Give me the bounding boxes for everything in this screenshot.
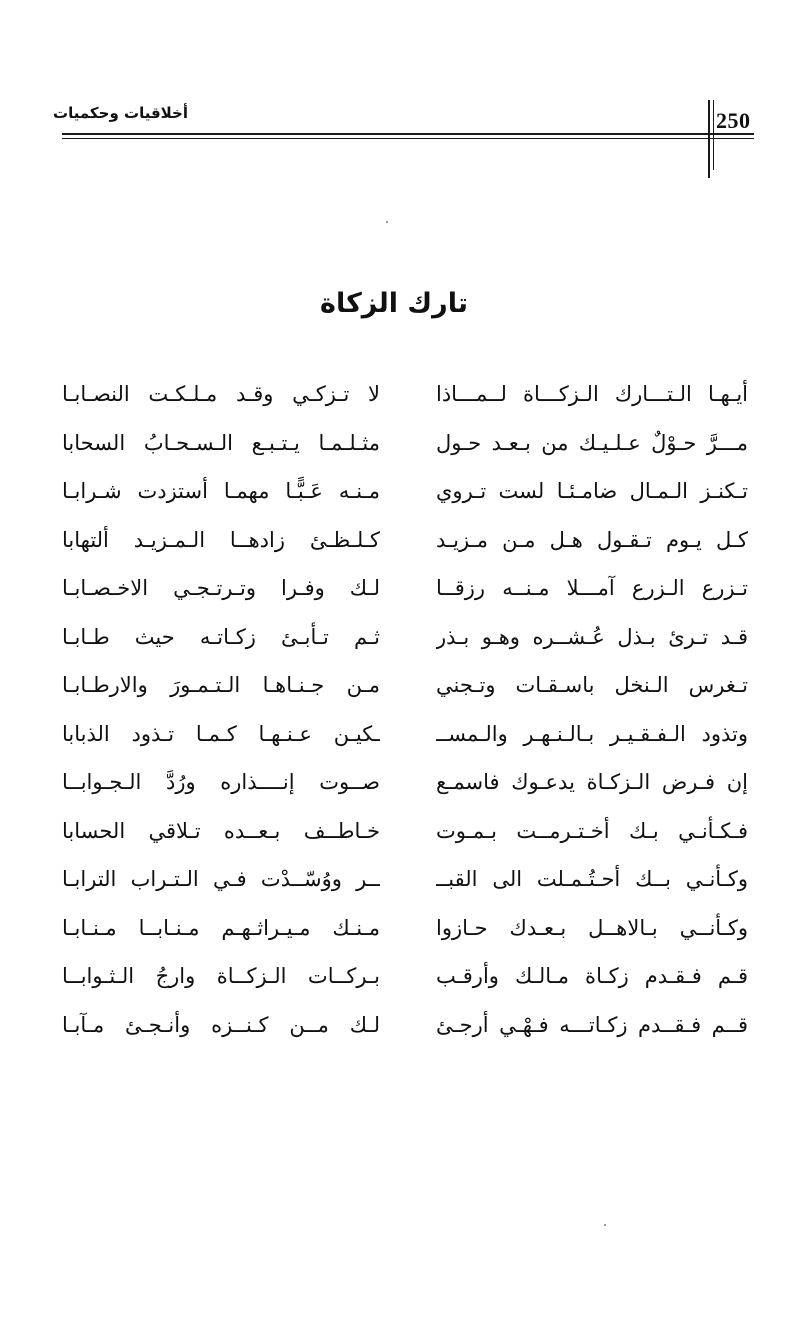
verse-second-hemistich: مـن جـنـاهـا الـتـمـورَ والارطـابـا (62, 673, 380, 697)
verse-first-hemistich: تـزرع الـزرع آمـــلا مـنــه رزقــا (436, 576, 748, 600)
verse-row (0, 665, 788, 714)
verse-first-hemistich: وتذود الـفـقـيـر بـالـنـهـر والـمســ (436, 721, 748, 746)
verse-row (0, 520, 788, 569)
verse-row (0, 1005, 788, 1054)
verse-second-hemistich: خـاطــف بـعــده تـلاقي الحسابا (62, 818, 380, 843)
verse-row (0, 908, 788, 957)
verse-first-hemistich: إن فـرض الـزكـاة يدعـوك فاسمـع (436, 770, 748, 794)
verse-first-hemistich: تـكنـز الـمـال ضامـئـا لست تـروي (436, 479, 748, 503)
verse-second-hemistich: مـنـه عَـبًّـا مهمـا أستزدت شـرابـا (62, 479, 380, 503)
verse-second-hemistich: بـركــات الـزكــاة وارجُ الـثـوابــا (62, 964, 380, 988)
verse-row (0, 471, 788, 520)
verse-first-hemistich: تـغرس الـنخل باسـقـات وتـجني (436, 673, 748, 697)
header-vertical-bar (708, 100, 710, 178)
page-number: 250 (716, 108, 751, 133)
header-rule (62, 133, 754, 135)
header-vertical-bar-thin (713, 100, 714, 170)
verse-first-hemistich: أيـهـا الـتـــارك الـزكـــاة لــمـــاذا (436, 382, 748, 406)
poem-title: تارك الزكاة (320, 288, 468, 319)
poem-verses (0, 374, 788, 1053)
verse-second-hemistich: كـلـظـئ زادهــا الـمـزيـد ألتهابا (62, 527, 380, 552)
verse-first-hemistich: كـل يـوم تـقـول هـل مـن مـزيـد (436, 527, 748, 552)
verse-second-hemistich: ثـم تـأبـئ زكـاتـه حيث طـابـا (62, 624, 380, 649)
verse-first-hemistich: قـد تـرئ بـذل عُـشــره وهـو بـذر (436, 624, 748, 649)
verse-first-hemistich: قــم فـقــدم زكـاتـــه فـهْـي أرجـئ (436, 1012, 748, 1037)
verse-second-hemistich: مـنـك مـيـراثـهـم مـنـابــا مـنـابـا (62, 915, 380, 940)
verse-second-hemistich: لـك وفـرا وتـرتـجـي الاخـصـابـا (62, 576, 380, 600)
verse-row (0, 762, 788, 811)
verse-row (0, 859, 788, 908)
verse-second-hemistich: ـكيـن عـنـهـا كـمـا تـذود الذبابا (62, 721, 380, 746)
verse-second-hemistich: مثـلـمـا يـتـبـع الـسـحـابُ السحابا (62, 430, 380, 455)
verse-first-hemistich: وكـأنــي بـالاهــل بـعـدك حـازوا (436, 915, 748, 940)
verse-first-hemistich: مـــرَّ حـوْلٌ عـلـيـك من بـعـد حـول (436, 430, 748, 455)
scan-speck (604, 1224, 606, 1226)
verse-row (0, 617, 788, 666)
verse-row (0, 423, 788, 472)
verse-first-hemistich: فـكـأنـي بـك أخـتـرمــت بـمـوت (436, 818, 748, 843)
verse-first-hemistich: وكـأنـي بــك أحـتُـمـلت الى القبــ (436, 867, 748, 891)
verse-second-hemistich: لـك مــن كـنــزه وأنـجـئ مـآبـا (62, 1012, 380, 1037)
verse-row (0, 714, 788, 763)
verse-row (0, 568, 788, 617)
verse-row (0, 956, 788, 1005)
verse-second-hemistich: لا تـزكـي وقـد مـلـكـت النصـابـا (62, 382, 380, 406)
verse-second-hemistich: صــوت إنــــذاره ورُدَّ الـجـوابــا (62, 770, 380, 794)
header-rule-thin (62, 138, 754, 139)
running-title: أخلاقيات وحكميات (53, 104, 188, 122)
verse-second-hemistich: ــر ووُسّــدْت فـي الـتـراب الترابـا (62, 867, 380, 891)
verse-row (0, 374, 788, 423)
verse-row (0, 811, 788, 860)
scan-speck (386, 221, 388, 223)
verse-first-hemistich: قـم فـقـدم زكـاة مـالـك وأرقـب (436, 964, 748, 988)
